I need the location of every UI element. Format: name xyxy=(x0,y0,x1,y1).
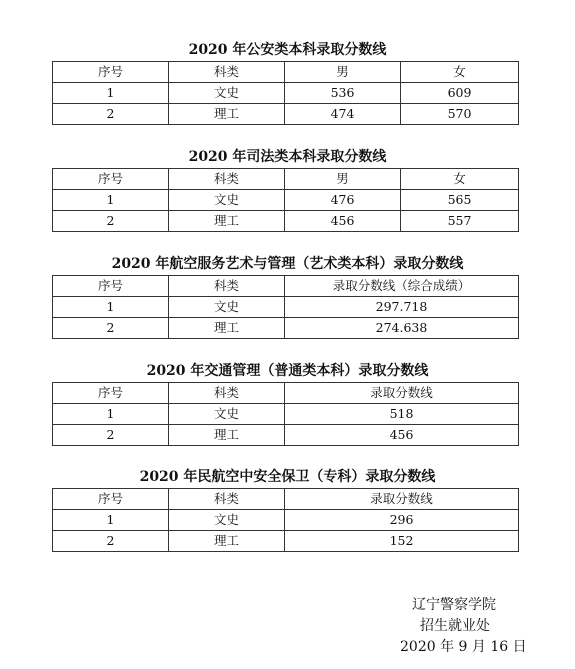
table-header-row xyxy=(53,383,519,404)
table-cell: 456 xyxy=(285,425,519,446)
issue-date: 2020 年 9 月 16 日 xyxy=(400,639,527,655)
section-1-title: 2020 年公安类本科录取分数线 xyxy=(188,42,387,58)
table-cell: 文史 xyxy=(169,297,285,318)
aviation-service-art-score-table xyxy=(52,275,519,339)
header-cell: 科类 xyxy=(169,62,285,83)
table-cell: 2 xyxy=(53,104,169,125)
table-cell: 2 xyxy=(53,318,169,339)
header-cell: 序号 xyxy=(53,489,169,510)
table-cell: 152 xyxy=(285,531,519,552)
table-cell: 2 xyxy=(53,425,169,446)
table-cell: 理工 xyxy=(169,425,285,446)
table-cell: 理工 xyxy=(169,318,285,339)
header-cell: 序号 xyxy=(53,383,169,404)
header-cell: 序号 xyxy=(53,62,169,83)
table-cell: 296 xyxy=(285,510,519,531)
traffic-management-score-table xyxy=(52,382,519,446)
table-cell: 理工 xyxy=(169,104,285,125)
table-row xyxy=(53,190,519,211)
table-cell: 理工 xyxy=(169,531,285,552)
table-row xyxy=(53,318,519,339)
table-cell: 570 xyxy=(401,104,519,125)
header-cell: 科类 xyxy=(169,276,285,297)
table-row xyxy=(53,211,519,232)
table-row xyxy=(53,510,519,531)
table-cell: 536 xyxy=(285,83,401,104)
header-cell: 女 xyxy=(401,62,519,83)
table-cell: 文史 xyxy=(169,404,285,425)
issuing-department: 招生就业处 xyxy=(420,618,490,634)
table-row xyxy=(53,83,519,104)
table-cell: 文史 xyxy=(169,510,285,531)
table-cell: 1 xyxy=(53,297,169,318)
section-2-title: 2020 年司法类本科录取分数线 xyxy=(188,149,387,165)
table-cell: 1 xyxy=(53,404,169,425)
table-cell: 理工 xyxy=(169,211,285,232)
table-cell: 2 xyxy=(53,211,169,232)
table-cell: 1 xyxy=(53,510,169,531)
table-row xyxy=(53,404,519,425)
header-cell: 录取分数线 xyxy=(285,489,519,510)
issuing-organization: 辽宁警察学院 xyxy=(412,597,496,613)
table-cell: 557 xyxy=(401,211,519,232)
table-cell: 文史 xyxy=(169,190,285,211)
table-header-row xyxy=(53,169,519,190)
table-row xyxy=(53,425,519,446)
header-cell: 科类 xyxy=(169,383,285,404)
section-5-title: 2020 年民航空中安全保卫（专科）录取分数线 xyxy=(139,469,436,485)
header-cell: 科类 xyxy=(169,489,285,510)
table-row xyxy=(53,104,519,125)
table-cell: 476 xyxy=(285,190,401,211)
header-cell: 男 xyxy=(285,62,401,83)
table-cell: 274.638 xyxy=(285,318,519,339)
header-cell: 录取分数线（综合成绩） xyxy=(285,276,519,297)
table-row xyxy=(53,297,519,318)
table-row xyxy=(53,531,519,552)
aviation-security-score-table xyxy=(52,488,519,552)
table-header-row xyxy=(53,62,519,83)
header-cell: 序号 xyxy=(53,169,169,190)
header-cell: 女 xyxy=(401,169,519,190)
header-cell: 录取分数线 xyxy=(285,383,519,404)
table-cell: 474 xyxy=(285,104,401,125)
table-cell: 297.718 xyxy=(285,297,519,318)
judicial-undergrad-score-table xyxy=(52,168,519,232)
section-4-title: 2020 年交通管理（普通类本科）录取分数线 xyxy=(146,363,429,379)
header-cell: 序号 xyxy=(53,276,169,297)
table-cell: 565 xyxy=(401,190,519,211)
table-header-row xyxy=(53,276,519,297)
header-cell: 科类 xyxy=(169,169,285,190)
table-cell: 518 xyxy=(285,404,519,425)
police-undergrad-score-table xyxy=(52,61,519,125)
section-3-title: 2020 年航空服务艺术与管理（艺术类本科）录取分数线 xyxy=(111,256,464,272)
table-cell: 1 xyxy=(53,83,169,104)
table-cell: 1 xyxy=(53,190,169,211)
table-cell: 文史 xyxy=(169,83,285,104)
table-header-row xyxy=(53,489,519,510)
table-cell: 609 xyxy=(401,83,519,104)
table-cell: 456 xyxy=(285,211,401,232)
table-cell: 2 xyxy=(53,531,169,552)
header-cell: 男 xyxy=(285,169,401,190)
